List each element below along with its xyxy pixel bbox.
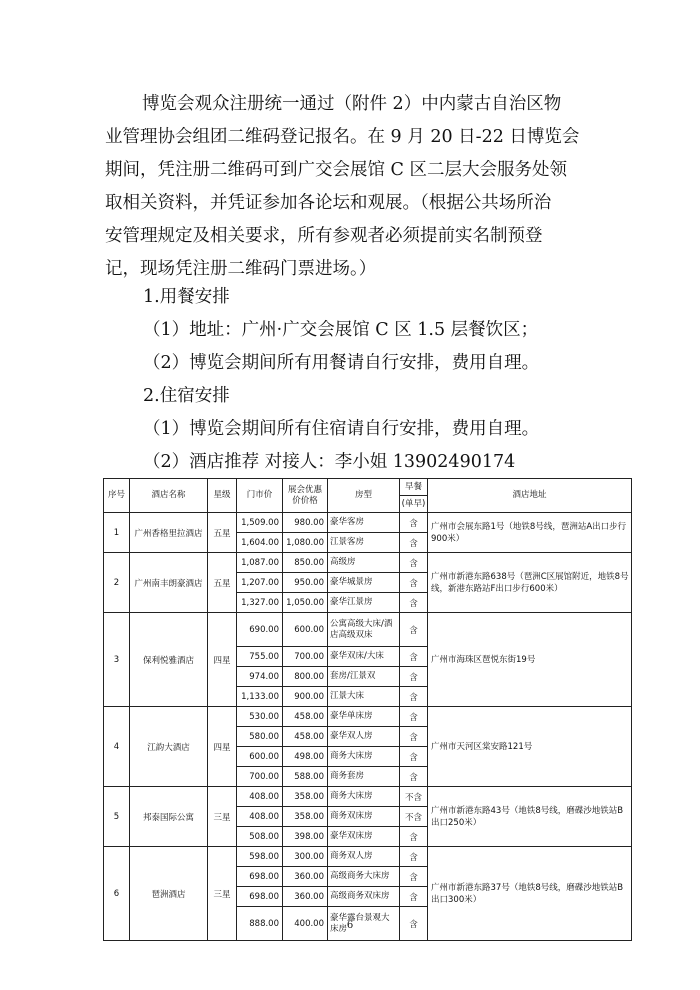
breakfast: 含 [400, 573, 428, 593]
rack-price: 580.00 [237, 727, 283, 747]
table-row [104, 613, 632, 647]
table-row [104, 513, 632, 533]
breakfast: 含 [400, 553, 428, 573]
promo-price: 360.00 [283, 887, 328, 907]
promo-price: 980.00 [283, 513, 328, 533]
promo-price: 358.00 [283, 807, 328, 827]
room-type: 豪华双人房 [328, 727, 400, 747]
rack-price: 698.00 [237, 867, 283, 887]
hotel-address: 广州市天河区棠安路121号 [428, 707, 632, 787]
promo-price: 850.00 [283, 553, 328, 573]
promo-price: 950.00 [283, 573, 328, 593]
table-header-row [104, 479, 632, 513]
promo-price: 700.00 [283, 647, 328, 667]
intro-line: 期间，凭注册二维码可到广交会展馆 C 区二层大会服务处领 [105, 160, 568, 180]
rack-price: 1,133.00 [237, 687, 283, 707]
hotel-name: 广州南丰朗豪酒店 [130, 553, 208, 613]
breakfast: 含 [400, 687, 428, 707]
rack-price: 974.00 [237, 667, 283, 687]
rack-price: 755.00 [237, 647, 283, 667]
header-breakfast [400, 479, 428, 513]
table-row [104, 787, 632, 807]
breakfast: 含 [400, 647, 428, 667]
hotel-star: 三星 [208, 847, 237, 941]
promo-price: 600.00 [283, 613, 328, 647]
room-type: 套房/江景双 [328, 667, 400, 687]
room-type: 商务套房 [328, 767, 400, 787]
lodging-item-expense: （1）博览会期间所有住宿请自行安排，费用自理。 [143, 419, 540, 439]
rack-price: 1,207.00 [237, 573, 283, 593]
intro-line: 业管理协会组团二维码登记报名。在 9 月 20 日-22 日博览会 [105, 127, 580, 147]
dining-item-expense: （2）博览会期间所有用餐请自行安排，费用自理。 [143, 353, 540, 373]
header-breakfast-label: 早餐 [400, 479, 427, 496]
intro-paragraph [105, 88, 605, 286]
breakfast: 含 [400, 887, 428, 907]
dining-heading: 1.用餐安排 [143, 287, 230, 307]
breakfast: 含 [400, 847, 428, 867]
hotel-number: 2 [104, 553, 130, 613]
breakfast: 含 [400, 767, 428, 787]
room-type: 豪华双床房 [328, 827, 400, 847]
breakfast: 含 [400, 533, 428, 553]
hotel-table [103, 478, 632, 941]
rack-price: 1,509.00 [237, 513, 283, 533]
breakfast: 不含 [400, 787, 428, 807]
room-type: 高级商务大床房 [328, 867, 400, 887]
rack-price: 408.00 [237, 787, 283, 807]
promo-price: 1,080.00 [283, 533, 328, 553]
hotel-star: 五星 [208, 553, 237, 613]
page-number: 6 [346, 920, 354, 931]
hotel-name: 保利悦雅酒店 [130, 613, 208, 707]
hotel-address: 广州市新港东路638号（琶洲C区展馆附近，地铁8号线，新港东路站F出口步行600米） [428, 553, 632, 613]
breakfast: 含 [400, 667, 428, 687]
room-type: 公寓高级大床/酒店高级双床 [328, 613, 400, 647]
hotel-address: 广州市新港东路37号（地铁8号线，磨碟沙地铁站B出口300米） [428, 847, 632, 941]
breakfast: 含 [400, 727, 428, 747]
rack-price: 690.00 [237, 613, 283, 647]
breakfast: 含 [400, 867, 428, 887]
hotel-address: 广州市新港东路43号（地铁8号线，磨碟沙地铁站B出口250米） [428, 787, 632, 847]
rack-price: 530.00 [237, 707, 283, 727]
room-type: 高级房 [328, 553, 400, 573]
hotel-name: 邦泰国际公寓 [130, 787, 208, 847]
rack-price: 700.00 [237, 767, 283, 787]
rack-price: 698.00 [237, 887, 283, 907]
intro-line: 博览会观众注册统一通过（附件 2）中内蒙古自治区物 [142, 94, 562, 114]
header-breakfast-sub: (单早) [401, 499, 426, 509]
hotel-address: 广州市海珠区琶悦东街19号 [428, 613, 632, 707]
hotel-address: 广州市会展东路1号（地铁8号线，琶洲站A出口步行900米） [428, 513, 632, 553]
hotel-name: 江韵大酒店 [130, 707, 208, 787]
promo-price: 400.00 [283, 907, 328, 941]
room-type: 商务双人房 [328, 847, 400, 867]
room-type: 豪华露台景观大床房 [328, 907, 400, 941]
room-type: 商务大床房 [328, 747, 400, 767]
breakfast: 含 [400, 613, 428, 647]
breakfast: 不含 [400, 807, 428, 827]
hotel-number: 3 [104, 613, 130, 707]
table-row [104, 553, 632, 573]
room-type: 商务大床房 [328, 787, 400, 807]
promo-price: 588.00 [283, 767, 328, 787]
room-type: 商务双床房 [328, 807, 400, 827]
breakfast: 含 [400, 707, 428, 727]
rack-price: 508.00 [237, 827, 283, 847]
hotel-number: 4 [104, 707, 130, 787]
promo-price: 900.00 [283, 687, 328, 707]
lodging-item-contact: （2）酒店推荐 对接人：李小姐 13902490174 [143, 452, 516, 472]
rack-price: 1,604.00 [237, 533, 283, 553]
hotel-name: 广州香格里拉酒店 [130, 513, 208, 553]
rack-price: 408.00 [237, 807, 283, 827]
rack-price: 600.00 [237, 747, 283, 767]
dining-item-address: （1）地址：广州·广交会展馆 C 区 1.5 层餐饮区； [143, 320, 539, 340]
hotel-table-body [104, 513, 632, 941]
promo-price: 1,050.00 [283, 593, 328, 613]
lodging-heading: 2.住宿安排 [143, 386, 230, 406]
room-type: 江景大床 [328, 687, 400, 707]
breakfast: 含 [400, 593, 428, 613]
intro-line: 记，现场凭注册二维码门票进场。） [105, 259, 377, 279]
hotel-star: 四星 [208, 613, 237, 707]
breakfast: 含 [400, 827, 428, 847]
room-type: 豪华城景房 [328, 573, 400, 593]
room-type: 豪华客房 [328, 513, 400, 533]
header-address: 酒店地址 [428, 479, 632, 513]
promo-price: 458.00 [283, 727, 328, 747]
breakfast: 含 [400, 747, 428, 767]
promo-price: 398.00 [283, 827, 328, 847]
rack-price: 598.00 [237, 847, 283, 867]
table-row [104, 707, 632, 727]
intro-line: 取相关资料，并凭证参加各论坛和观展。（根据公共场所治 [105, 193, 552, 213]
room-type: 江景客房 [328, 533, 400, 553]
breakfast: 含 [400, 907, 428, 941]
intro-line: 安管理规定及相关要求，所有参观者必须提前实名制预登 [105, 226, 543, 246]
hotel-number: 6 [104, 847, 130, 941]
hotel-number: 1 [104, 513, 130, 553]
rack-price: 888.00 [237, 907, 283, 941]
room-type: 豪华江景房 [328, 593, 400, 613]
hotel-name: 琶洲酒店 [130, 847, 208, 941]
header-rack-price: 门市价 [237, 479, 283, 513]
hotel-star: 三星 [208, 787, 237, 847]
promo-price: 498.00 [283, 747, 328, 767]
header-no: 序号 [104, 479, 130, 513]
header-room-type: 房型 [328, 479, 400, 513]
promo-price: 800.00 [283, 667, 328, 687]
header-promo-price: 展会优惠价价格 [283, 479, 328, 513]
room-type: 豪华双床/大床 [328, 647, 400, 667]
rack-price: 1,087.00 [237, 553, 283, 573]
promo-price: 358.00 [283, 787, 328, 807]
hotel-number: 5 [104, 787, 130, 847]
room-type: 高级商务双床房 [328, 887, 400, 907]
rack-price: 1,327.00 [237, 593, 283, 613]
promo-price: 458.00 [283, 707, 328, 727]
table-row [104, 847, 632, 867]
breakfast: 含 [400, 513, 428, 533]
room-type: 豪华单床房 [328, 707, 400, 727]
promo-price: 300.00 [283, 847, 328, 867]
header-star: 星级 [208, 479, 237, 513]
hotel-star: 五星 [208, 513, 237, 553]
promo-price: 360.00 [283, 867, 328, 887]
header-name: 酒店名称 [130, 479, 208, 513]
hotel-star: 四星 [208, 707, 237, 787]
